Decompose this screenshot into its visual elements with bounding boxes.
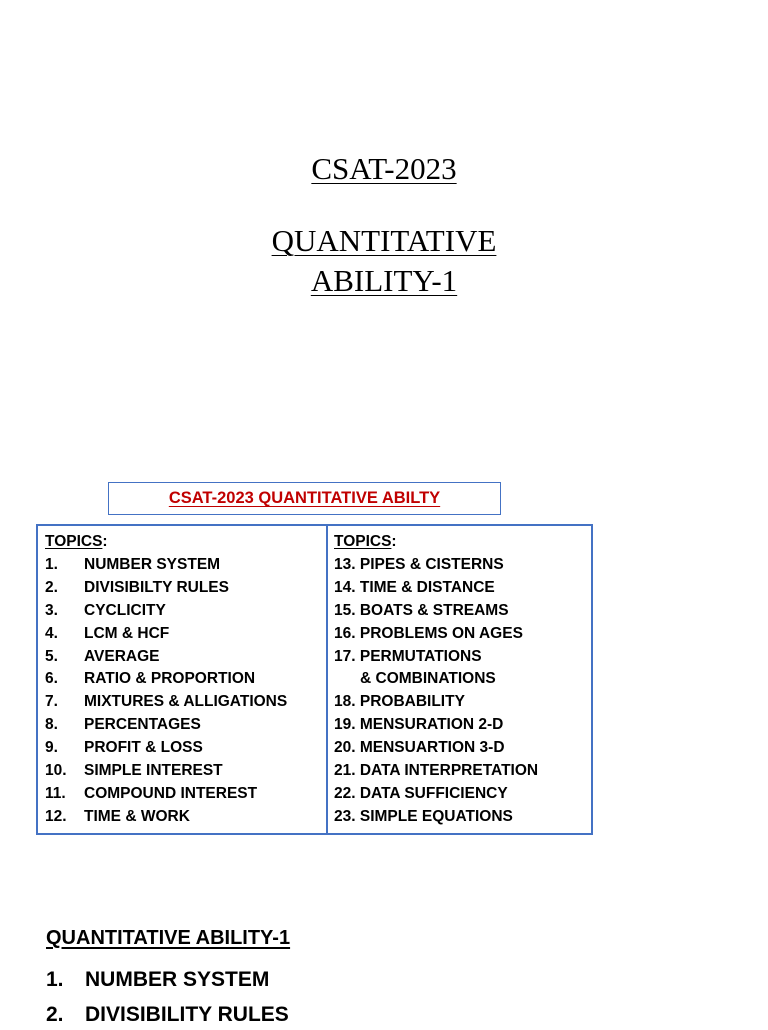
topic-item: 16. PROBLEMS ON AGES [334, 624, 523, 642]
topic-item: 17. PERMUTATIONS [334, 647, 482, 665]
topic-item: 20. MENSUARTION 3-D [334, 739, 505, 757]
topic-label: NUMBER SYSTEM [84, 555, 221, 573]
topic-label: TIME & WORK [84, 807, 190, 825]
section-item-label: NUMBER SYSTEM [85, 968, 270, 991]
document-title: CSAT-2023 [311, 151, 457, 186]
topic-item: 18. PROBABILITY [334, 693, 465, 711]
section-item-label: DIVISIBILITY RULES [85, 1003, 289, 1026]
topic-item [45, 737, 326, 760]
topics-header-colon: : [391, 533, 397, 550]
topic-number: 5. [45, 647, 58, 665]
topic-number: 4. [45, 624, 58, 642]
topics-header-text: TOPICS [45, 533, 103, 550]
section-item [46, 965, 269, 995]
section-item-number: 2. [46, 1003, 64, 1026]
topics-table [36, 524, 593, 835]
topic-item [45, 691, 326, 714]
topic-label: LCM & HCF [84, 624, 170, 642]
topic-item [45, 623, 326, 646]
topic-item: 21. DATA INTERPRETATION [334, 762, 539, 780]
topic-number: 2. [45, 578, 58, 596]
subtitle-line-2: ABILITY-1 [310, 263, 458, 298]
subtitle-line-1: QUANTITATIVE [271, 223, 497, 258]
topics-banner [108, 482, 501, 515]
topic-number: 7. [45, 693, 58, 711]
topic-item [45, 806, 326, 829]
topic-label: SIMPLE INTEREST [84, 762, 223, 780]
topic-number: 10. [45, 762, 67, 780]
topic-label: PROFIT & LOSS [84, 739, 203, 757]
topic-item [45, 600, 326, 623]
topic-item-continuation: & COMBINATIONS [360, 670, 496, 688]
topic-item: 13. PIPES & CISTERNS [334, 555, 504, 573]
topics-header-left [45, 531, 326, 554]
topics-header-right [334, 531, 591, 554]
topic-item [45, 760, 326, 783]
topics-header-colon: : [102, 533, 108, 550]
topic-label: AVERAGE [84, 647, 160, 665]
topics-header-text: TOPICS [334, 533, 392, 550]
topic-label: COMPOUND INTEREST [84, 784, 258, 802]
topic-item: 19. MENSURATION 2-D [334, 716, 504, 734]
topic-number: 8. [45, 716, 58, 734]
topic-number: 1. [45, 555, 58, 573]
topic-item [45, 714, 326, 737]
topics-column-right [328, 526, 591, 833]
topic-item: 23. SIMPLE EQUATIONS [334, 807, 513, 825]
topic-label: CYCLICITY [84, 601, 166, 619]
topic-number: 9. [45, 739, 58, 757]
topic-item: 14. TIME & DISTANCE [334, 578, 495, 596]
topic-number: 3. [45, 601, 58, 619]
section-item [46, 1000, 289, 1030]
topic-label: PERCENTAGES [84, 716, 201, 734]
topic-label: DIVISIBILTY RULES [84, 578, 229, 596]
topic-label: MIXTURES & ALLIGATIONS [84, 693, 288, 711]
topic-item: 15. BOATS & STREAMS [334, 601, 509, 619]
topic-number: 12. [45, 807, 67, 825]
topics-column-left [38, 526, 328, 833]
topic-item [45, 577, 326, 600]
section-heading: QUANTITATIVE ABILITY-1 [46, 927, 291, 949]
section-item-number: 1. [46, 968, 64, 991]
topic-item [45, 668, 326, 691]
topic-item [45, 646, 326, 669]
topic-label: RATIO & PROPORTION [84, 670, 256, 688]
topic-number: 11. [45, 784, 66, 802]
topic-number: 6. [45, 670, 58, 688]
banner-text: CSAT-2023 QUANTITATIVE ABILTY [168, 489, 441, 507]
topic-item [45, 554, 326, 577]
topic-item [45, 783, 326, 806]
topic-item: 22. DATA SUFFICIENCY [334, 784, 508, 802]
